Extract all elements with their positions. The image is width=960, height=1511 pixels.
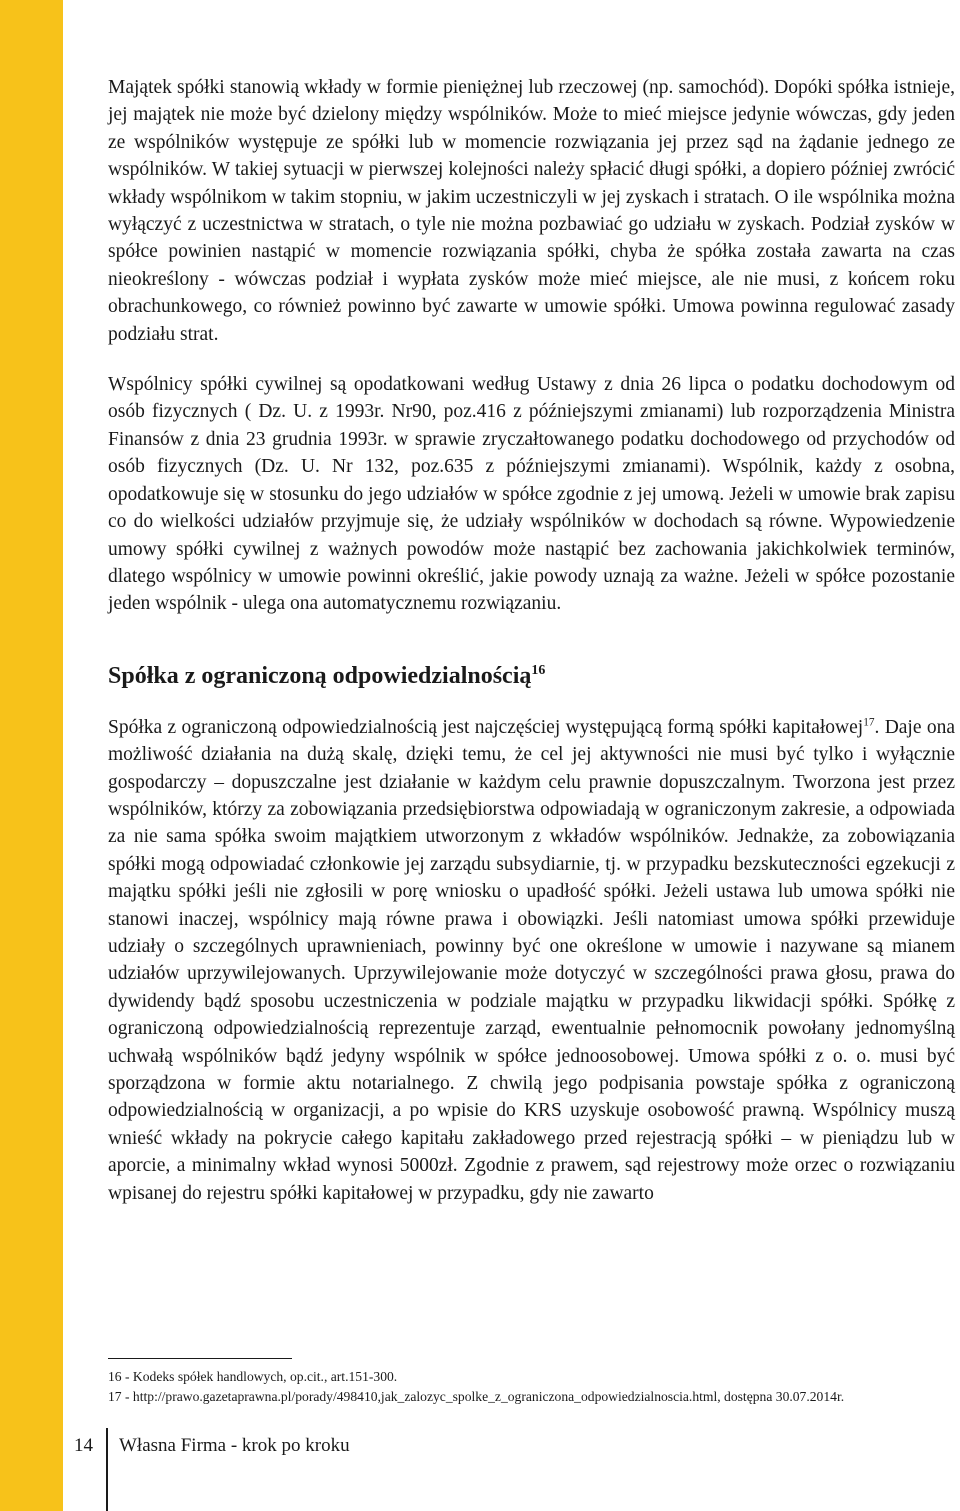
footnotes bbox=[108, 1358, 955, 1407]
paragraph-taxation: Wspólnicy spółki cywilnej są opodatkowani według Ustawy z dnia 26 lipca o podatku dochodowym od osób fizycznych ( Dz. U. z 1993r. Nr90, poz.416 z późniejszymi zmianami) lub rozporządzenia Ministra Finansów z dnia 23 grudnia 1993r. w sprawie zryczałtowanego podatku dochodowego od przychodów od osób fizycznych (Dz. U. Nr 132, poz.635 z późniejszymi zmianami). Wspólnik, każdy z osobna, opodatkowuje się w stosunku do jego udziałów w spółce zgodnie z jej umową. Jeżeli w umowie brak zapisu co do wielkości udziałów przyjmuje się, że udziały wspólników w dochodach są równe. Wypowiedzenie umowy spółki cywilnej z ważnych powodów może nastąpić bez zachowania jakichkolwiek terminów, dlatego wspólnicy w umowie powinni określić, jakie powody uznają za ważne. Jeżeli w spółce pozostanie jeden wspólnik - ulega ona automatycznemu rozwiązaniu. bbox=[108, 374, 955, 615]
page-content bbox=[108, 74, 955, 1207]
paragraph-llc bbox=[108, 714, 955, 1207]
footnote-17[interactable]: 17 - http://prawo.gazetaprawna.pl/porady/498410,jak_zalozyc_spolke_z_ograniczona_odpowiedzialnoscia.html, dostępna 30.07.2014r. bbox=[108, 1389, 845, 1404]
footnote-16: 16 - Kodeks spółek handlowych, op.cit., art.151-300. bbox=[108, 1369, 398, 1384]
paragraph-llc-start: Spółka z ograniczoną odpowiedzialnością jest najczęściej występującą formą spółki kapitałowej bbox=[108, 716, 864, 738]
page-number: 14 bbox=[74, 1435, 93, 1456]
page-footer bbox=[0, 1428, 960, 1511]
footnote-divider bbox=[108, 1358, 292, 1359]
yellow-sidebar-band bbox=[0, 0, 63, 1511]
footer-divider bbox=[106, 1428, 108, 1511]
footnote-ref-16[interactable]: 16 bbox=[531, 662, 546, 678]
publication-title: Własna Firma - krok po kroku bbox=[119, 1435, 350, 1456]
paragraph-assets: Majątek spółki stanowią wkłady w formie pieniężnej lub rzeczowej (np. samochód). Dopóki spółka istnieje, jej majątek nie może być dzielony między wspólników. Może to mieć miejsce jedynie wówczas, gdy jeden ze wspólników występuje ze spółki lub w momencie rozwiązania jej przez sąd na żądanie jednego ze wspólników. W takiej sytuacji w pierwszej kolejności należy spłacić długi spółki, a dopiero później zwrócić wkłady wspólnikom w takim stopniu, w jakim uczestniczyli w jej zyskach i stratach. O ile wspólnika można wyłączyć z uczestnictwa w stratach, o tyle nie można pozbawiać go udziału w zyskach. Podział zysków w spółce powinien nastąpić w momencie rozwiązania spółki, chyba że spółka została zawarta na czas nieokreślony - wówczas podział i wypłata zysków może mieć miejsce, ale nie musi, z końcem roku obrachunkowego, co również powinno być zawarte w umowie spółki. Umowa powinna regulować zasady podziału strat. bbox=[108, 77, 955, 345]
footnote-ref-17[interactable]: 17 bbox=[863, 716, 875, 729]
paragraph-llc-rest: . Daje ona możliwość działania na dużą skalę, dzięki temu, że cel jej aktywności nie musi być tylko i wyłącznie gospodarczy – dopuszczalne jest działanie w każdym celu prawnie dopuszczalnym. Tworzona jest przez wspólników, którzy za zobowiązania przedsiębiorstwa odpowiadają w ograniczonym zakresie, a odpowiada za nie sama spółka swoim majątkiem utworzonym z wkładów wspólników. Jednakże, za zobowiązania spółki mogą odpowiadać członkowie jej zarządu subsydiarnie, tj. w przypadku bezskuteczności egzekucji z majątku spółki jeśli nie zgłosili w porę wniosku o upadłość spółki. Jeżeli ustawa lub umowa spółki nie stanowi inaczej, wspólnicy mają równe prawa i obowiązki. Jeśli natomiast umowa spółki przewiduje udziały o szczególnych uprawnieniach, powinny być one określone w umowie i nazywane są mianem udziałów uprzywilejowanych. Uprzywilejowanie może dotyczyć w szczególności prawa głosu, prawa do dywidendy bądź sposobu uczestniczenia w podziale majątku w przypadku likwidacji spółki. Spółkę z ograniczoną odpowiedzialnością reprezentuje zarząd, ewentualnie pełnomocnik powołany jednomyślną uchwałą wspólników bądź jedyny wspólnik w spółce jednoosobowej. Umowa spółki z o. o. musi być sporządzona w formie aktu notarialnego. Z chwilą jego podpisania powstaje spółka z ograniczoną odpowiedzialnością w organizacji, a po wpisie do KRS uzyskuje osobowość prawną. Wspólnicy muszą wnieść wkłady na pokrycie całego kapitału zakładowego przed rejestracją spółki – w pieniądzu lub w aporcie, a minimalny wkład wynosi 5000zł. Zgodnie z prawem, sąd rejestrowy może orzec o rozwiązaniu wpisanej do rejestru spółki kapitałowej w przypadku, gdy nie zawarto bbox=[108, 716, 955, 1204]
section-heading-text: Spółka z ograniczoną odpowiedzialnością bbox=[108, 662, 532, 689]
section-heading bbox=[108, 660, 955, 692]
